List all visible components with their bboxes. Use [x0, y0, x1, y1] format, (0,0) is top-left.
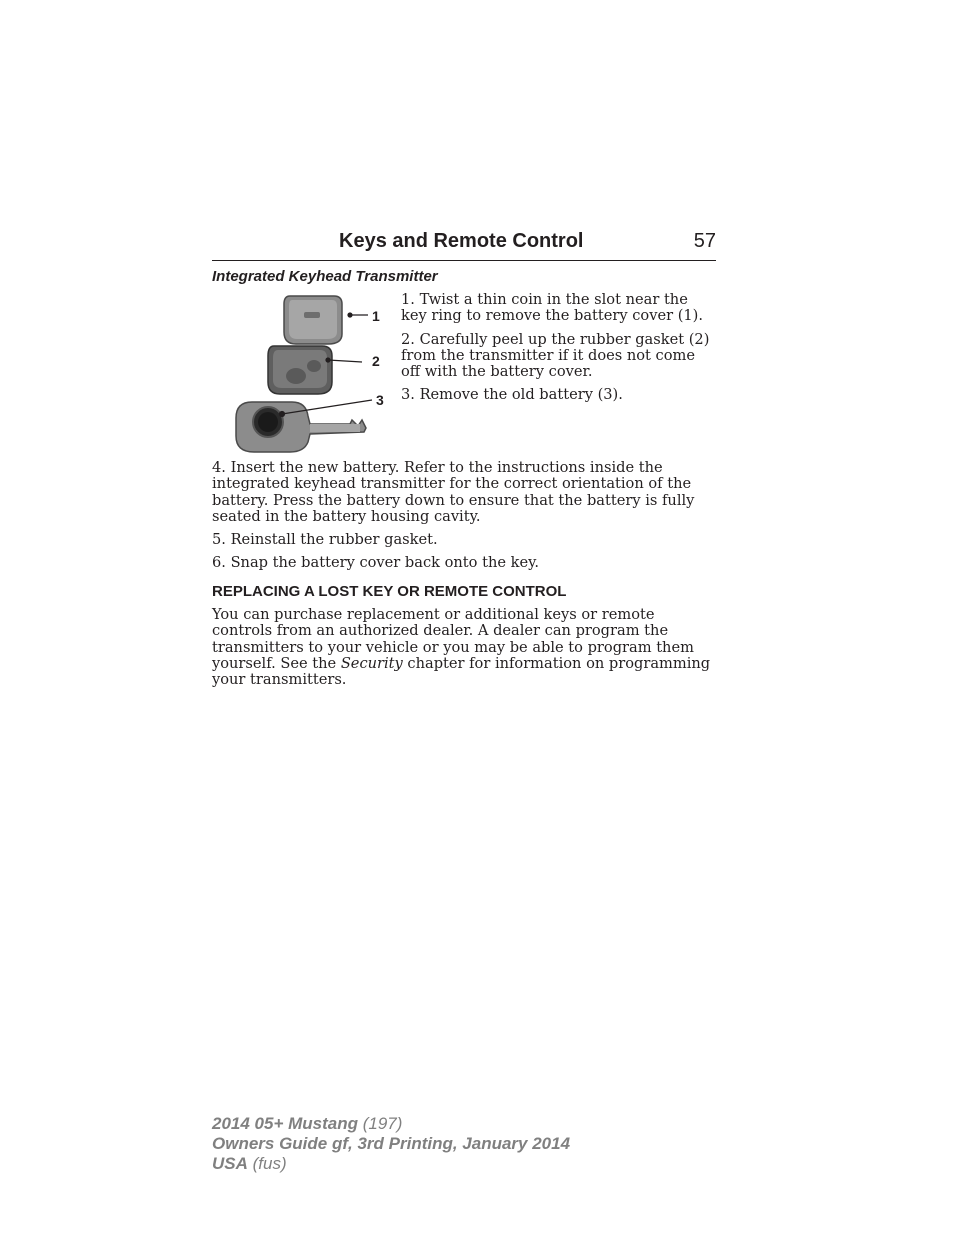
- chapter-title: Keys and Remote Control: [339, 230, 584, 252]
- footer-line-1: [212, 1114, 570, 1134]
- footer-market: USA: [212, 1154, 248, 1173]
- step-3: 3. Remove the old battery (3).: [401, 386, 623, 404]
- footer-guide: Owners Guide gf, 3rd Printing, January 2014: [212, 1134, 571, 1153]
- footer-market-code: (fus): [247, 1154, 287, 1173]
- section-paragraph: [212, 607, 717, 688]
- footer-line-3: [212, 1154, 570, 1174]
- key-head-part: [236, 402, 366, 452]
- body-steps: [212, 460, 716, 579]
- section-text-after: chapter for information on programming your transmitters.: [212, 654, 711, 689]
- page-header: [212, 230, 716, 261]
- subsection-title: Integrated Keyhead Transmitter: [212, 268, 438, 285]
- section-body: [212, 607, 717, 695]
- rubber-gasket-part: [268, 346, 332, 394]
- page-number: 57: [693, 230, 716, 252]
- keyhead-transmitter-illustration: [230, 290, 392, 455]
- step-5: 5. Reinstall the rubber gasket.: [212, 531, 438, 549]
- section-text-before: You can purchase replacement or additional keys or remote controls from an authorized dealer. A dealer can program the transmitters to your vehicle or you may be able to program them yourself. See the: [212, 606, 694, 672]
- step-6: 6. Snap the battery cover back onto the key.: [212, 554, 540, 572]
- callout-1: 1: [372, 308, 380, 324]
- footer-model-code: (197): [358, 1114, 403, 1133]
- step-4: 4. Insert the new battery. Refer to the instructions inside the integrated keyhead transmitter for the correct orientation of the battery. Press the battery down to ensure that the battery is fully seated in the battery housing cavity.: [212, 459, 695, 525]
- side-steps: [401, 292, 711, 411]
- footer-model: 2014 05+ Mustang: [212, 1114, 358, 1133]
- callout-2: 2: [372, 353, 380, 369]
- page-footer: [212, 1114, 570, 1174]
- callout-3: 3: [376, 392, 384, 408]
- step-2: 2. Carefully peel up the rubber gasket (2) from the transmitter if it does not come off with the battery cover.: [401, 330, 710, 381]
- security-chapter-reference: Security: [340, 654, 403, 672]
- battery-cover-part: [284, 296, 342, 344]
- section-title: REPLACING A LOST KEY OR REMOTE CONTROL: [212, 583, 567, 600]
- keyhead-transmitter-diagram: [230, 290, 392, 455]
- step-1: 1. Twist a thin coin in the slot near the key ring to remove the battery cover (1).: [401, 291, 704, 325]
- footer-line-2: [212, 1134, 570, 1154]
